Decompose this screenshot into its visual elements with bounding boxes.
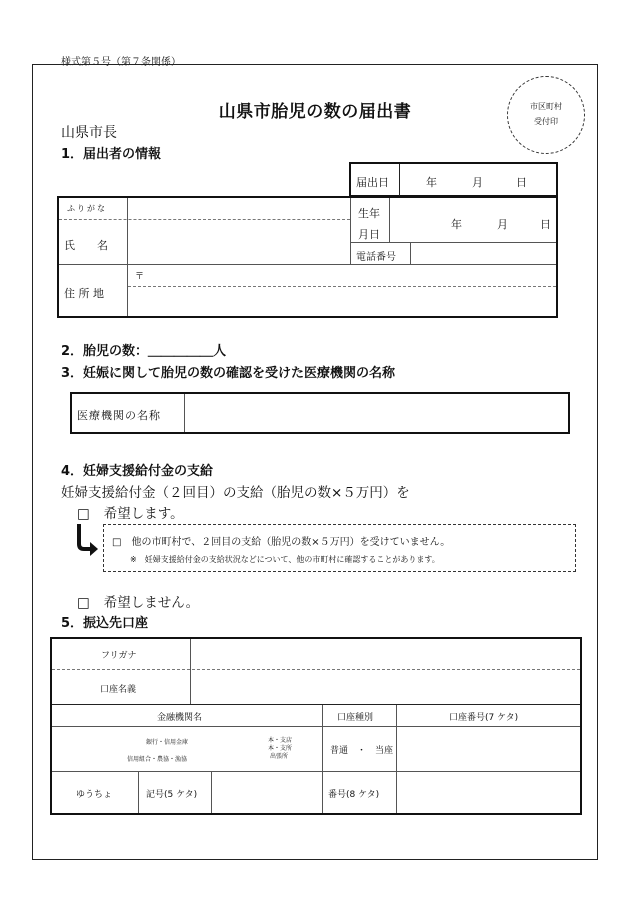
addressee: 山県市長 (61, 125, 117, 141)
reception-stamp (507, 76, 585, 154)
submit-month-unit: 月 (472, 176, 483, 189)
section-4-heading: 4．妊婦支援給付金の支給 (61, 464, 214, 479)
address-field[interactable] (129, 266, 556, 316)
name-field[interactable] (129, 221, 349, 263)
birth-label-2: 月日 (358, 228, 380, 241)
note-mark: ※ (130, 555, 137, 564)
birth-year-unit: 年 (451, 218, 462, 231)
divider (389, 198, 390, 242)
divider (351, 242, 556, 243)
bank-name-field[interactable] (53, 728, 321, 770)
submit-date-label: 届出日 (356, 176, 389, 189)
branch-type-1: 本・支店 (268, 737, 293, 744)
birth-month-unit: 月 (497, 218, 508, 231)
divider (52, 771, 580, 772)
divider (322, 705, 323, 813)
no-wish-label: 希望しません。 (103, 595, 200, 611)
phone-field[interactable] (412, 244, 556, 263)
account-furigana-label: フリガナ (101, 651, 137, 661)
stamp-line-2: 受付印 (534, 117, 558, 126)
yucho-symbol-field[interactable] (213, 773, 321, 812)
other-municipality-check[interactable] (112, 533, 450, 548)
divider (59, 264, 556, 265)
account-number-field[interactable] (398, 728, 579, 770)
bank-types-line-1: 銀行・信用金庫 (146, 739, 189, 746)
submit-date-field[interactable] (400, 164, 556, 194)
divider (211, 772, 212, 813)
divider (138, 772, 139, 813)
form-number-label: 様式第５号（第７条関係） (61, 57, 181, 68)
divider (190, 639, 191, 704)
yucho-number-field[interactable] (398, 773, 579, 812)
yucho-symbol-label: 記号(5 ケタ) (146, 790, 198, 800)
divider (59, 219, 350, 220)
no-wish-option[interactable] (77, 591, 199, 611)
branch-type-2: 本・支所 (268, 745, 293, 752)
confirmation-note (130, 554, 440, 565)
institution-field[interactable] (186, 394, 568, 432)
divider (52, 704, 580, 705)
divider (396, 705, 397, 813)
fetus-count-blank[interactable]: ＿＿＿＿＿ (148, 344, 214, 359)
bank-name-header: 金融機関名 (157, 713, 203, 723)
other-municipality-checkbox[interactable]: □ (112, 537, 122, 548)
divider (184, 394, 185, 432)
account-holder-label: 口座名義 (100, 685, 137, 695)
birth-date-field[interactable] (391, 199, 556, 241)
branch-type-3: 出張所 (270, 753, 289, 760)
note-text: 妊婦支援給付金の支給状況などについて、他の市町村に確認することがあります。 (144, 555, 440, 564)
account-type-options[interactable]: 普通 ・ 当座 (330, 746, 394, 756)
arrow-down-right-icon (74, 522, 100, 556)
wish-option[interactable] (77, 502, 184, 522)
divider (127, 198, 128, 316)
address-label: 住 所 地 (64, 287, 104, 300)
phone-label: 電話番号 (356, 252, 396, 263)
fetus-count-unit: 人 (213, 344, 227, 359)
divider (350, 198, 351, 264)
wish-checkbox[interactable]: □ (77, 506, 90, 522)
fetus-count-label: 2．胎児の数： (61, 344, 149, 359)
divider (52, 669, 580, 670)
section-5-heading: 5．振込先口座 (61, 616, 149, 631)
submit-day-unit: 日 (516, 176, 527, 189)
birth-label-1: 生年 (358, 207, 380, 220)
section-1-heading: 1．届出者の情報 (61, 147, 162, 162)
page-title: 山県市胎児の数の届出書 (218, 102, 412, 122)
wish-label: 希望します。 (103, 506, 184, 522)
birth-day-unit: 日 (540, 218, 551, 231)
submit-year-unit: 年 (426, 176, 437, 189)
account-holder-field[interactable] (192, 671, 579, 703)
no-wish-checkbox[interactable]: □ (77, 595, 90, 611)
divider (52, 726, 580, 727)
yucho-label: ゆうちょ (76, 790, 113, 800)
account-number-header: 口座番号(7 ケタ) (449, 713, 519, 723)
institution-label: 医療機関の名称 (77, 409, 161, 422)
account-type-header: 口座種別 (337, 713, 374, 723)
account-furigana-field[interactable] (192, 640, 579, 668)
divider (410, 242, 411, 264)
furigana-field[interactable] (129, 199, 349, 218)
bank-types-line-2: 信用組合・農協・漁協 (127, 756, 188, 763)
furigana-label: ふりがな (67, 204, 107, 213)
section-2-heading (61, 340, 226, 359)
other-municipality-label: 他の市町村で、２回目の支給（胎児の数×５万円）を受けていません。 (131, 537, 451, 548)
name-label: 氏 名 (64, 239, 108, 252)
postal-mark: 〒 (135, 272, 145, 282)
section-3-heading: 3．妊娠に関して胎児の数の確認を受けた医療機関の名称 (61, 366, 396, 381)
stamp-line-1: 市区町村 (530, 102, 562, 111)
yucho-number-label: 番号(8 ケタ) (328, 790, 380, 800)
support-lead-text: 妊婦支援給付金（２回目）の支給（胎児の数×５万円）を (61, 485, 410, 501)
